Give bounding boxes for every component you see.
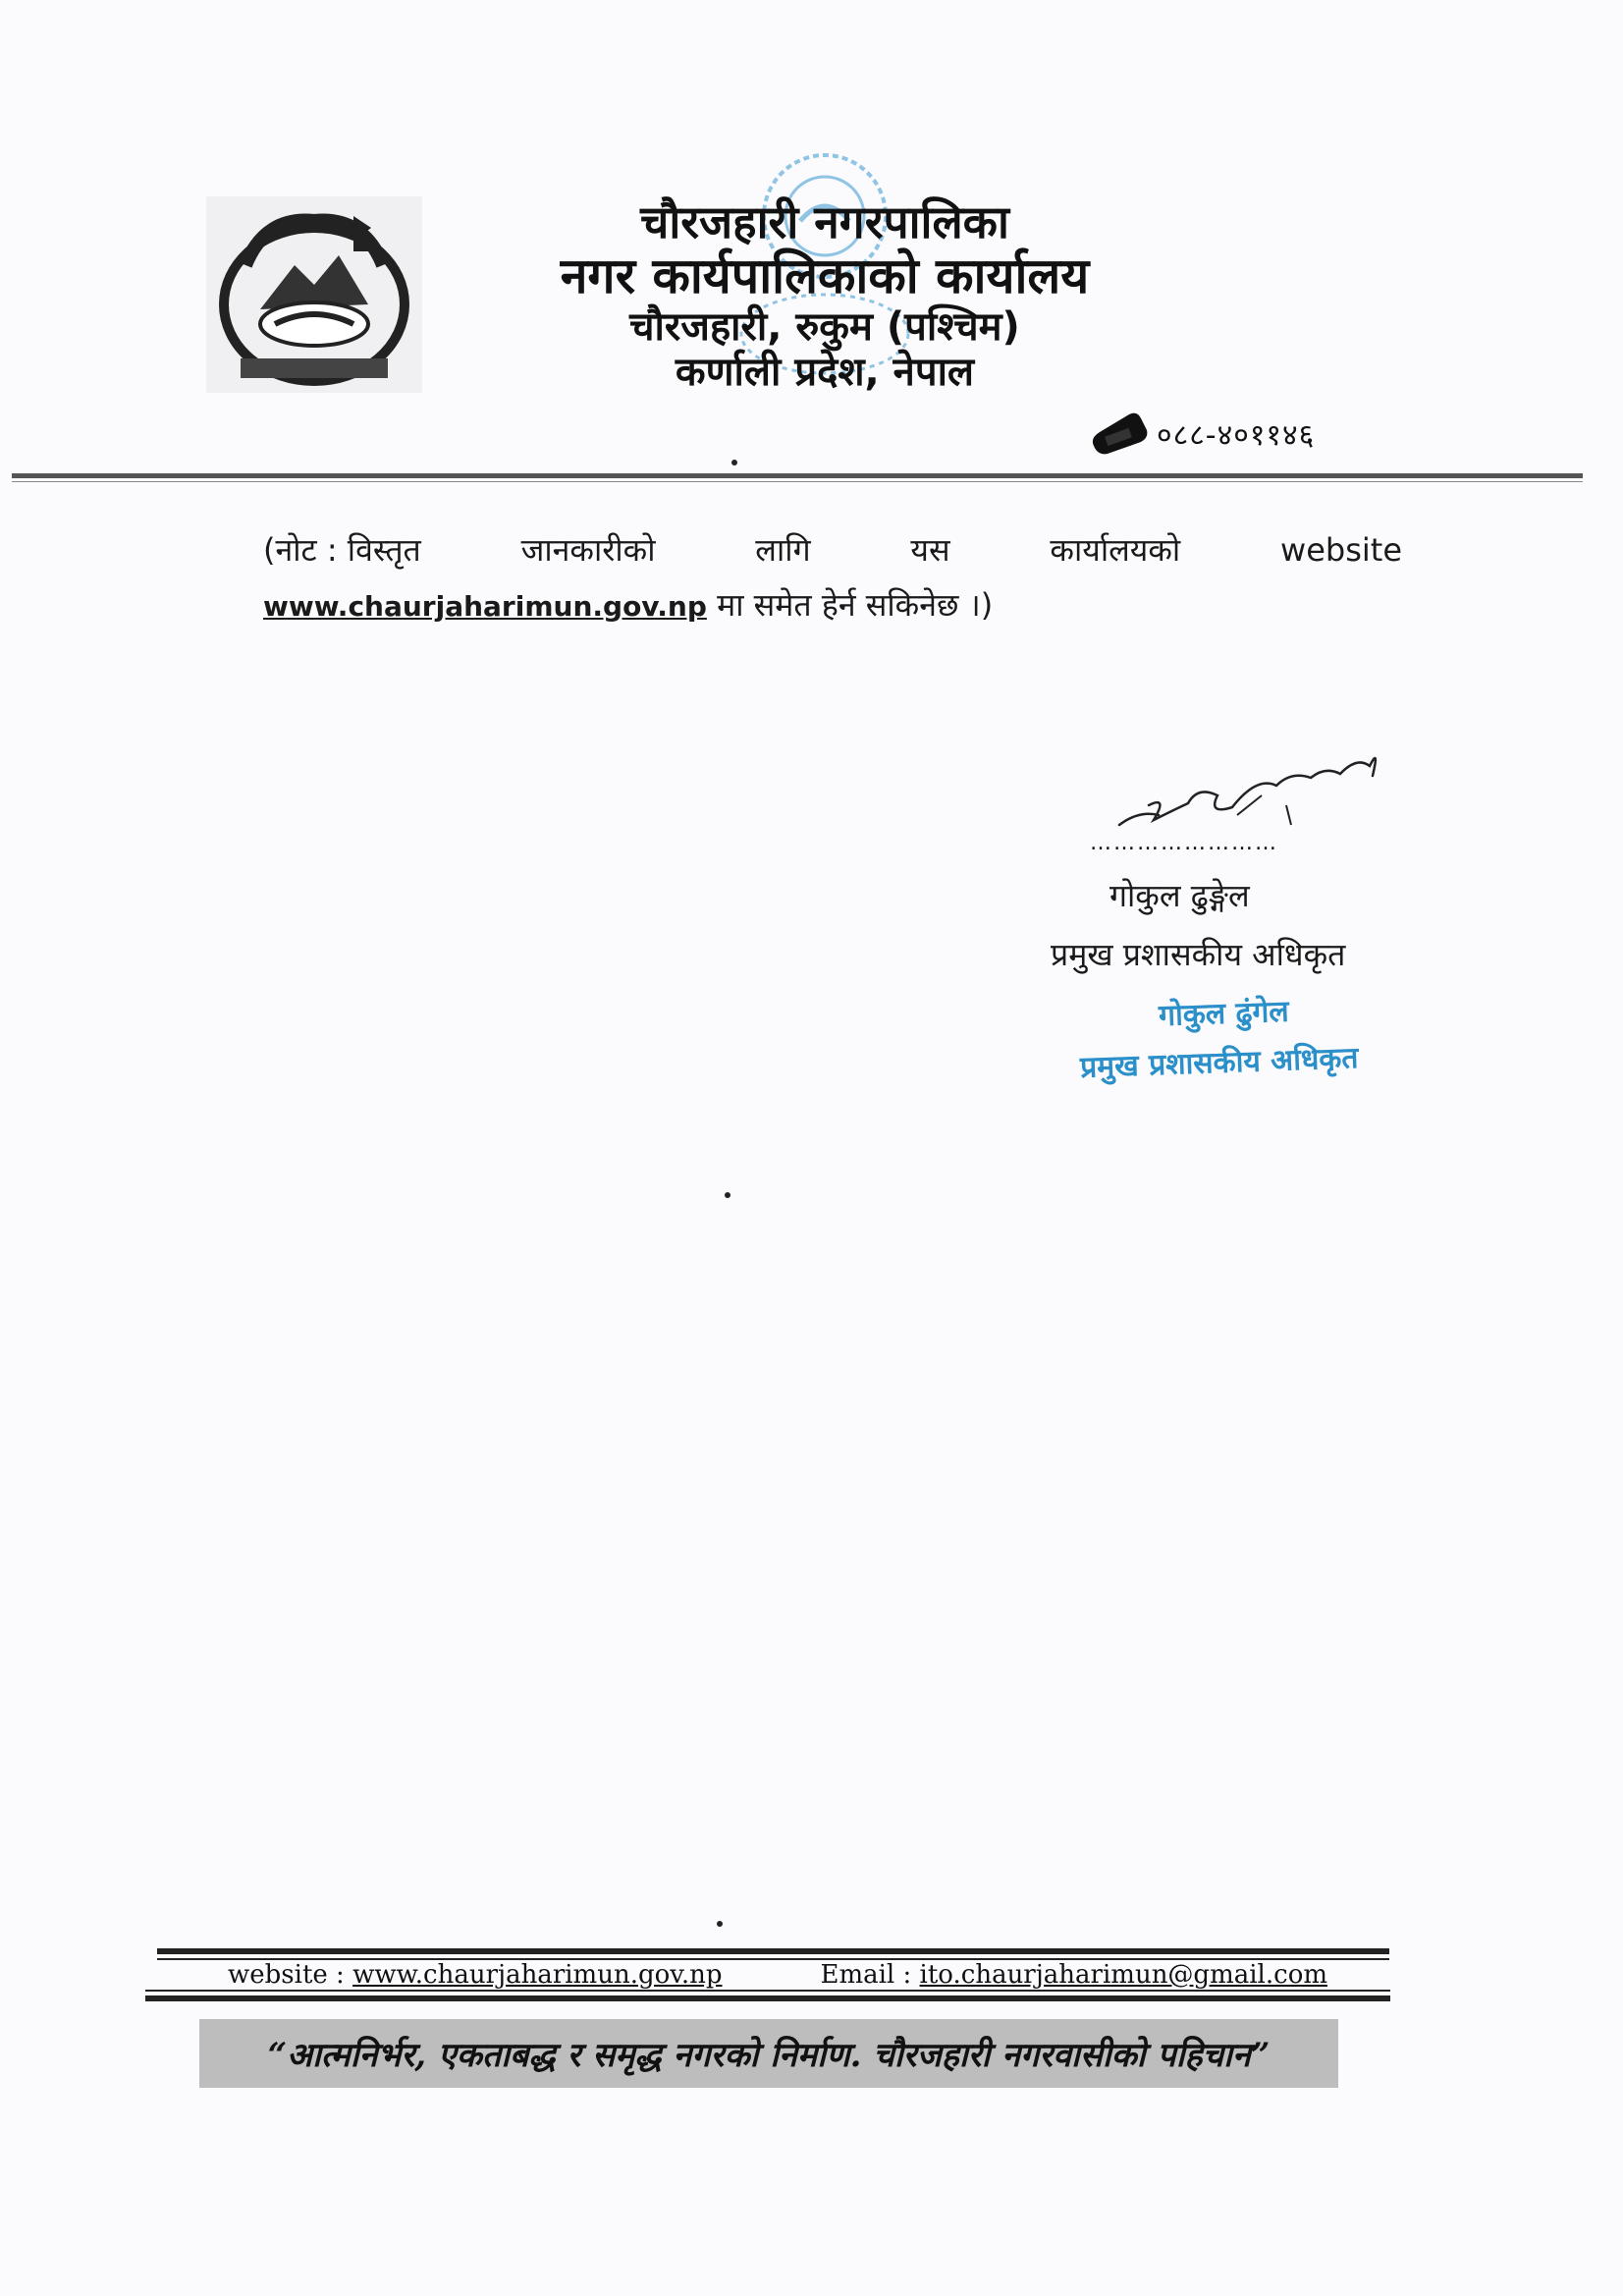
- website-label: website :: [228, 1960, 353, 1990]
- ink-dot: [731, 460, 737, 465]
- signature-line: ……………………: [1090, 831, 1278, 855]
- ink-dot: [717, 1921, 723, 1927]
- note-word: लागि: [755, 531, 811, 569]
- footer-contact: [228, 1960, 1327, 1990]
- telephone-icon: [1090, 410, 1149, 456]
- email-link[interactable]: ito.chaurjaharimun@gmail.com: [919, 1960, 1327, 1990]
- note-paragraph: [263, 522, 1402, 634]
- footer-rule-thick: [157, 1948, 1389, 1954]
- stamp-title: प्रमुख प्रशासकीय अधिकृत: [1079, 1041, 1360, 1085]
- note-word: जानकारीको: [520, 531, 656, 569]
- note-tail: मा समेत हेर्न सकिनेछ ।): [706, 586, 994, 624]
- note-word: (नोट : विस्तृत: [263, 531, 421, 569]
- header-divider: [12, 473, 1583, 478]
- nepal-emblem-icon: [206, 196, 422, 393]
- motto-banner: [199, 2019, 1338, 2088]
- office-location: चौरजहारी, रुकुम (पश्चिम): [629, 304, 1020, 351]
- ink-dot: [725, 1192, 730, 1198]
- office-name: नगर कार्यपालिकाको कार्यालय: [560, 246, 1090, 304]
- office-heading: [432, 196, 1217, 395]
- footer-website: [228, 1960, 723, 1990]
- footer-rule-thick: [145, 1995, 1390, 2001]
- email-label: Email :: [820, 1960, 920, 1990]
- website-link[interactable]: www.chaurjaharimun.gov.np: [352, 1960, 723, 1990]
- phone-number: ०८८-४०११४६: [1157, 417, 1316, 453]
- header-divider-thin: [12, 481, 1583, 482]
- note-word: website: [1280, 531, 1402, 569]
- motto-text: “आत्मनिर्भर, एकताबद्ध र समृद्ध नगरको निर्माण. चौरजहारी नगरवासीको पहिचान”: [267, 2036, 1271, 2075]
- note-website-link[interactable]: www.chaurjaharimun.gov.np: [263, 590, 707, 623]
- handwritten-signature: [1100, 717, 1394, 845]
- signatory-title: प्रमुख प्रशासकीय अधिकृत: [1051, 936, 1346, 973]
- footer-rule-thin: [145, 1990, 1390, 1992]
- note-word: यस: [910, 531, 950, 569]
- stamp-name: गोकुल ढुंगेल: [1158, 994, 1290, 1034]
- signatory-name: गोकुल ढुङ्गेल: [1109, 877, 1250, 914]
- phone-contact: [1090, 410, 1315, 456]
- note-line-1: [263, 522, 1402, 577]
- municipality-name: चौरजहारी नगरपालिका: [640, 195, 1009, 248]
- note-word: कार्यालयको: [1050, 531, 1181, 569]
- note-line-2: [263, 577, 1402, 634]
- footer-email: [820, 1960, 1327, 1990]
- province-country: कर्णाली प्रदेश, नेपाल: [675, 350, 975, 396]
